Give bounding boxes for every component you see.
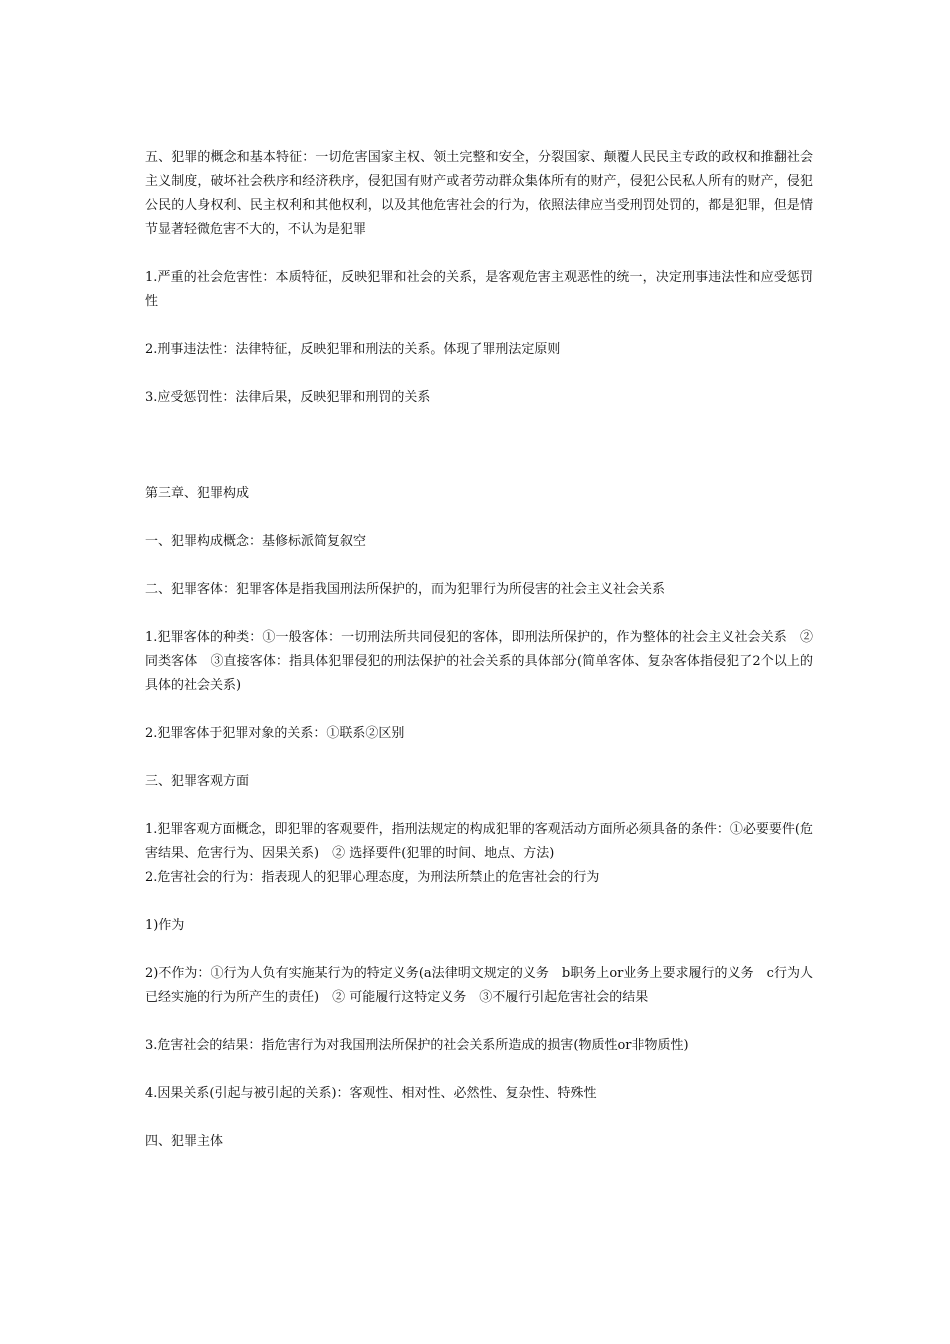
- paragraph-object-types: 1.犯罪客体的种类：①一般客体：一切刑法所共同侵犯的客体，即刑法所保护的，作为整体的社会主义社会关系 ②同类客体 ③直接客体：指具体犯罪侵犯的刑法保护的社会关系的具体部分(简单客体、复杂客体指侵犯了2个以上的具体的社会关系): [145, 630, 813, 693]
- paragraph-social-harm: 1.严重的社会危害性：本质特征，反映犯罪和社会的关系，是客观危害主观恶性的统一，决定刑事违法性和应受惩罚性: [145, 270, 813, 309]
- paragraph-harmful-act: 2.危害社会的行为：指表现人的犯罪心理态度，为刑法所禁止的危害社会的行为: [145, 870, 600, 885]
- section-heading-objective-aspect: 三、犯罪客观方面: [145, 774, 250, 789]
- paragraph-objective-concept: 1.犯罪客观方面概念，即犯罪的客观要件，指刑法规定的构成犯罪的客观活动方面所必须具备的条件：①必要要件(危害结果、危害行为、因果关系) ② 选择要件(犯罪的时间、地点、方法): [145, 822, 813, 861]
- paragraph-harmful-result: 3.危害社会的结果：指危害行为对我国刑法所保护的社会关系所造成的损害(物质性or非物质性): [145, 1038, 689, 1053]
- section-heading-subject: 四、犯罪主体: [145, 1134, 224, 1149]
- section-heading-object: 二、犯罪客体：犯罪客体是指我国刑法所保护的，而为犯罪行为所侵害的社会主义社会关系: [145, 582, 666, 597]
- paragraph-causation: 4.因果关系(引起与被引起的关系)：客观性、相对性、必然性、复杂性、特殊性: [145, 1086, 597, 1101]
- chapter-heading: 第三章、犯罪构成: [145, 486, 250, 501]
- paragraph-act-commission: 1)作为: [145, 918, 185, 933]
- paragraph-illegality: 2.刑事违法性：法律特征，反映犯罪和刑法的关系。体现了罪刑法定原则: [145, 342, 561, 357]
- section-heading-constitution-concept: 一、犯罪构成概念：基修标派简复叙空: [145, 534, 367, 549]
- paragraph-object-relation: 2.犯罪客体于犯罪对象的关系：①联系②区别: [145, 726, 405, 741]
- paragraph-punishability: 3.应受惩罚性：法律后果，反映犯罪和刑罚的关系: [145, 390, 431, 405]
- paragraph-crime-concept: 五、犯罪的概念和基本特征：一切危害国家主权、领土完整和安全，分裂国家、颠覆人民民主专政的政权和推翻社会主义制度，破坏社会秩序和经济秩序，侵犯国有财产或者劳动群众集体所有的财产，侵犯公民私人所有的财产，侵犯公民的人身权利、民主权利和其他权利，以及其他危害社会的行为，依照法律应当受刑罚处罚的，都是犯罪，但是情节显著轻微危害不大的，不认为是犯罪: [145, 150, 813, 237]
- paragraph-act-omission: 2)不作为：①行为人负有实施某行为的特定义务(a法律明文规定的义务 b职务上or业务上要求履行的义务 c行为人已经实施的行为所产生的责任) ② 可能履行这特定义务 ③不履行引起危害社会的结果: [145, 966, 813, 1005]
- document-page: [145, 146, 813, 1154]
